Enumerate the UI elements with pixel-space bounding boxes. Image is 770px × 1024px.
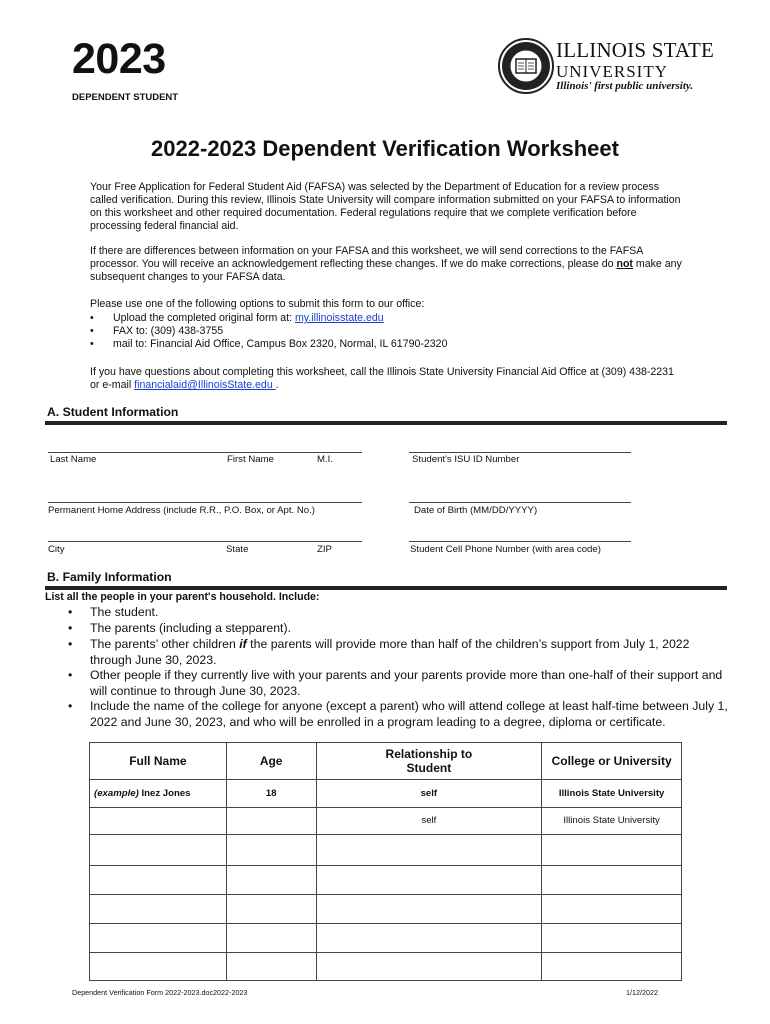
col-college: College or University bbox=[542, 743, 682, 780]
section-a-divider bbox=[45, 421, 727, 425]
relationship-cell[interactable] bbox=[316, 953, 542, 981]
example-relationship-cell: self bbox=[316, 780, 542, 808]
university-name-line2: UNIVERSITY bbox=[556, 62, 668, 81]
zip-label: ZIP bbox=[317, 544, 332, 555]
footer-date: 1/12/2022 bbox=[626, 988, 658, 997]
age-cell[interactable] bbox=[226, 835, 316, 866]
phone-label: Student Cell Phone Number (with area code) bbox=[410, 544, 601, 555]
address-label: Permanent Home Address (include R.R., P.O. Box, or Apt. No.) bbox=[48, 505, 315, 516]
college-cell[interactable]: Illinois State University bbox=[542, 807, 682, 835]
isu-id-label: Student's ISU ID Number bbox=[412, 454, 520, 465]
section-b-heading: B. Family Information bbox=[47, 570, 172, 584]
age-cell[interactable] bbox=[226, 866, 316, 895]
table-row bbox=[90, 924, 682, 953]
example-age-cell: 18 bbox=[226, 780, 316, 808]
option-upload: • Upload the completed original form at: my.illinoisstate.edu bbox=[90, 312, 384, 324]
table-header-row bbox=[90, 743, 682, 780]
intro-paragraph-1: Your Free Application for Federal Student Aid (FAFSA) was selected by the Department of Education for a review process called verification. During this review, Illinois State University will compare information submitted on your FAFSA to information on this worksheet and other required documentation. Federal regulations require that we complete verification before processing federal financial aid. bbox=[90, 181, 681, 232]
phone-field-line[interactable] bbox=[409, 541, 631, 542]
relationship-cell[interactable] bbox=[316, 866, 542, 895]
footer-filename: Dependent Verification Form 2022-2023.doc2022-2023 bbox=[72, 988, 248, 997]
option-mail: • mail to: Financial Aid Office, Campus Box 2320, Normal, IL 61790-2320 bbox=[90, 338, 448, 350]
relationship-cell[interactable]: self bbox=[316, 807, 542, 835]
first-name-label: First Name bbox=[227, 454, 274, 465]
mi-label: M.I. bbox=[317, 454, 333, 465]
section-a-heading: A. Student Information bbox=[47, 405, 179, 419]
age-cell[interactable] bbox=[226, 895, 316, 924]
table-row bbox=[90, 807, 682, 835]
household-table bbox=[89, 742, 682, 981]
college-cell[interactable] bbox=[542, 895, 682, 924]
age-cell[interactable] bbox=[226, 807, 316, 835]
relationship-cell[interactable] bbox=[316, 835, 542, 866]
city-state-zip-field-line[interactable] bbox=[48, 541, 362, 542]
university-seal-icon bbox=[497, 37, 555, 95]
college-cell[interactable] bbox=[542, 866, 682, 895]
dob-field-line[interactable] bbox=[409, 502, 631, 503]
household-item: • Include the name of the college for anyone (except a parent) who will attend college at least half-time between July 1, 2022 and June 30, 2023, and who will be enrolled in a program leading to a degree, diploma or certificate. bbox=[68, 699, 728, 729]
example-name-cell: (example) Inez Jones bbox=[90, 780, 227, 808]
state-label: State bbox=[226, 544, 249, 555]
household-item: • Other people if they currently live with your parents and your parents provide more than one-half of their support and will continue to through June 30, 2023. bbox=[68, 668, 723, 698]
portal-link[interactable]: my.illinoisstate.edu bbox=[294, 312, 384, 324]
last-name-label: Last Name bbox=[50, 454, 97, 465]
intro-paragraph-3: Please use one of the following options to submit this form to our office: bbox=[90, 298, 425, 310]
student-type-label: DEPENDENT STUDENT bbox=[72, 92, 179, 103]
intro-paragraph-2: If there are differences between information on your FAFSA and this worksheet, we will send corrections to the FAFSA processor. You will receive an acknowledgement reflecting these changes. If we do make corrections, please do not make any subsequent changes to your FAFSA data. bbox=[90, 245, 682, 283]
example-college-cell: Illinois State University bbox=[542, 780, 682, 808]
table-row bbox=[90, 866, 682, 895]
age-cell[interactable] bbox=[226, 924, 316, 953]
col-full-name: Full Name bbox=[90, 743, 227, 780]
university-name-line1: ILLINOIS STATE bbox=[556, 38, 715, 62]
college-cell[interactable] bbox=[542, 924, 682, 953]
college-cell[interactable] bbox=[542, 953, 682, 981]
household-item: • The student. bbox=[68, 605, 159, 619]
name-cell[interactable] bbox=[90, 924, 227, 953]
isu-id-field-line[interactable] bbox=[409, 452, 631, 453]
table-row bbox=[90, 953, 682, 981]
dob-label: Date of Birth (MM/DD/YYYY) bbox=[414, 505, 538, 516]
name-cell[interactable] bbox=[90, 866, 227, 895]
household-item: • The parents’ other children if the parents will provide more than half of the children’s support from July 1, 2022 through June 30, 2023. bbox=[68, 637, 690, 667]
household-list-heading: List all the people in your parent's household. Include: bbox=[45, 591, 320, 603]
table-row bbox=[90, 835, 682, 866]
form-year: 2023 bbox=[72, 35, 166, 83]
relationship-cell[interactable] bbox=[316, 895, 542, 924]
name-cell[interactable] bbox=[90, 835, 227, 866]
name-cell[interactable] bbox=[90, 895, 227, 924]
name-field-line[interactable] bbox=[48, 452, 362, 453]
section-b-divider bbox=[45, 586, 727, 590]
emphasis-not: not bbox=[616, 258, 633, 270]
table-row bbox=[90, 895, 682, 924]
intro-paragraph-4: If you have questions about completing this worksheet, call the Illinois State University Financial Aid Office at (309) 438-2231 or e-mail financialaid@IllinoisState.edu . bbox=[90, 366, 674, 391]
page-title: 2022-2023 Dependent Verification Worksheet bbox=[151, 136, 619, 161]
name-cell[interactable] bbox=[90, 807, 227, 835]
college-cell[interactable] bbox=[542, 835, 682, 866]
age-cell[interactable] bbox=[226, 953, 316, 981]
household-item: • The parents (including a stepparent). bbox=[68, 621, 291, 635]
address-field-line[interactable] bbox=[48, 502, 362, 503]
email-link[interactable]: financialaid@IllinoisState.edu bbox=[134, 379, 276, 391]
table-row-example bbox=[90, 780, 682, 808]
col-age: Age bbox=[226, 743, 316, 780]
option-fax: • FAX to: (309) 438-3755 bbox=[90, 325, 224, 337]
university-tagline: Illinois' first public university. bbox=[556, 80, 694, 92]
name-cell[interactable] bbox=[90, 953, 227, 981]
col-relationship: Relationship to Student bbox=[316, 743, 542, 780]
city-label: City bbox=[48, 544, 65, 555]
relationship-cell[interactable] bbox=[316, 924, 542, 953]
